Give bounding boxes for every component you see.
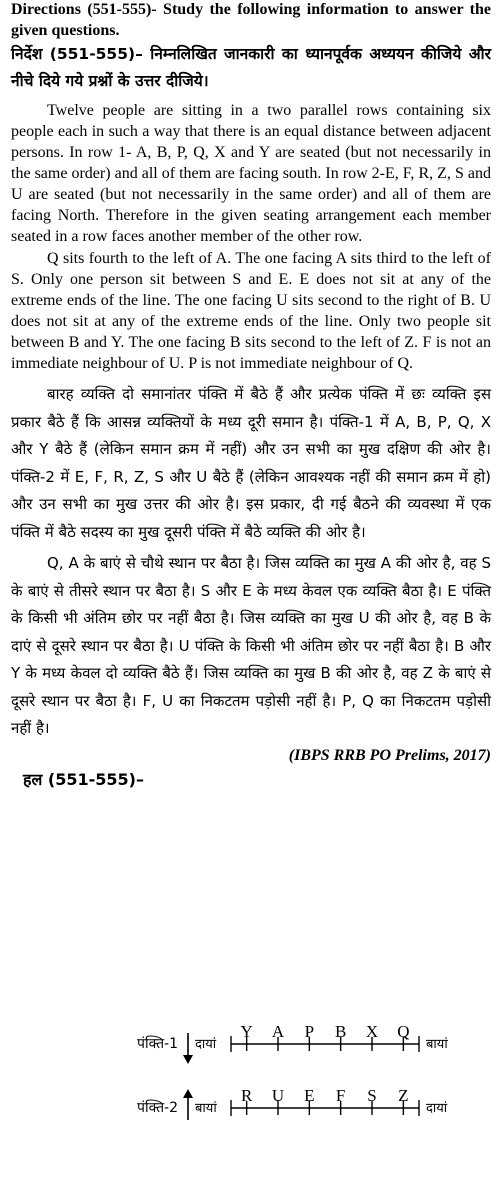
row1-person-Y: Y [240, 1022, 253, 1041]
row2-person-E: E [304, 1086, 315, 1105]
row1-person-Q: Q [397, 1022, 410, 1041]
row1-right-tag: बायां [426, 1037, 448, 1052]
hindi-paragraph-2: Q, A के बाएं से चौथे स्थान पर बैठा है। जिस व्यक्ति का मुख A की ओर है, वह S के बाएं से तीसरे स्थान पर बैठा है। S और E के मध्य केवल एक व्यक्ति बैठा है। E पंक्ति के किसी भी अंतिम छोर पर नहीं बैठा है। जिस व्यक्ति का मुख U की ओर है, वह B के दाएं से दूसरे स्थान पर बैठा है। U पंक्ति के किसी भी अंतिम छोर पर नहीं बैठा है। B और Y के मध्य केवल दो व्यक्ति बैठे हैं। जिस व्यक्ति का मुख B की ओर है, वह Z के बाएं से दूसरे स्थान पर बैठा है। F, U का निकटतम पड़ोसी नहीं है। P, Q का निकटतम पड़ोसी नहीं है। [11, 554, 491, 737]
english-paragraph-2: Q sits fourth to the left of A. The one facing A sits third to the left of S. Only one person sit between S and E. E does not sit at any of the extreme ends of the line. The one facing U sits second to the right of B. U does not sit at any of the extreme ends of the line. Only two people sit between B and Y. The one facing B sits second to the left of Z. F is not an immediate neighbour of U. P is not immediate neighbour of Q. [11, 250, 491, 372]
directions-hindi: निर्देश (551-555)– निम्नलिखित जानकारी का ध्यानपूर्वक अध्ययन कीजिये और नीचे दिये गये प्रश्नों के उत्तर दीजिये। [11, 45, 491, 90]
row1-person-X: X [365, 1022, 379, 1041]
row2-person-S: S [367, 1086, 377, 1105]
page [11, 0, 491, 791]
row1-person-P: P [304, 1022, 315, 1041]
source-citation: (IBPS RRB PO Prelims, 2017) [288, 746, 491, 764]
hindi-paragraph-1: बारह व्यक्ति दो समानांतर पंक्ति में बैठे हैं और प्रत्येक पंक्ति में छः व्यक्ति इस प्रकार बैठे हैं कि आसन्न व्यक्तियों के मध्य दूरी समान है। पंक्ति-1 में A, B, P, Q, X और Y बैठे हैं (लेकिन समान क्रम में नहीं) और उन सभी का मुख दक्षिण की ओर है। पंक्ति-2 में E, F, R, Z, S और U बैठे हैं (लेकिन आवश्यक नहीं की समान क्रम में हो) और उन सभी का मुख उत्तर की ओर है। इस प्रकार, दी गई बैठने की व्यवस्था में एक पंक्ति में बैठे सदस्य का मुख दूसरी पंक्ति में बैठे व्यक्ति की ओर है। [11, 385, 491, 541]
solution-title: हल (551-555)– [23, 769, 144, 789]
row1-left-tag: दायां [195, 1037, 217, 1052]
row2-right-tag: दायां [426, 1101, 448, 1116]
row1-facing-arrow-icon [183, 1055, 193, 1064]
row2-left-tag: बायां [195, 1101, 217, 1116]
row2-person-Z: Z [398, 1086, 409, 1105]
directions-english: Directions (551-555)- Study the following information to answer the given questions. [11, 1, 491, 39]
seating-diagram [0, 1000, 501, 1140]
row2-label: पंक्ति-2 [137, 1100, 179, 1116]
english-paragraph-1: Twelve people are sitting in a two parallel rows containing six people each in such a way that there is an equal distance between adjacent persons. In row 1- A, B, P, Q, X and Y are seated (but not necessarily in the same order) and all of them are facing south. In row 2-E, F, R, Z, S and U are seated (but not necessarily in the same order) and all of them are facing North. Therefore in the given seating arrangement each member seated in a row faces another member of the other row. [11, 102, 491, 245]
row1-label: पंक्ति-1 [137, 1036, 179, 1052]
row2-person-F: F [335, 1086, 346, 1105]
row2-person-U: U [271, 1086, 285, 1105]
row2-person-R: R [240, 1086, 253, 1105]
row1-person-A: A [271, 1022, 285, 1041]
row1-person-B: B [334, 1022, 347, 1041]
